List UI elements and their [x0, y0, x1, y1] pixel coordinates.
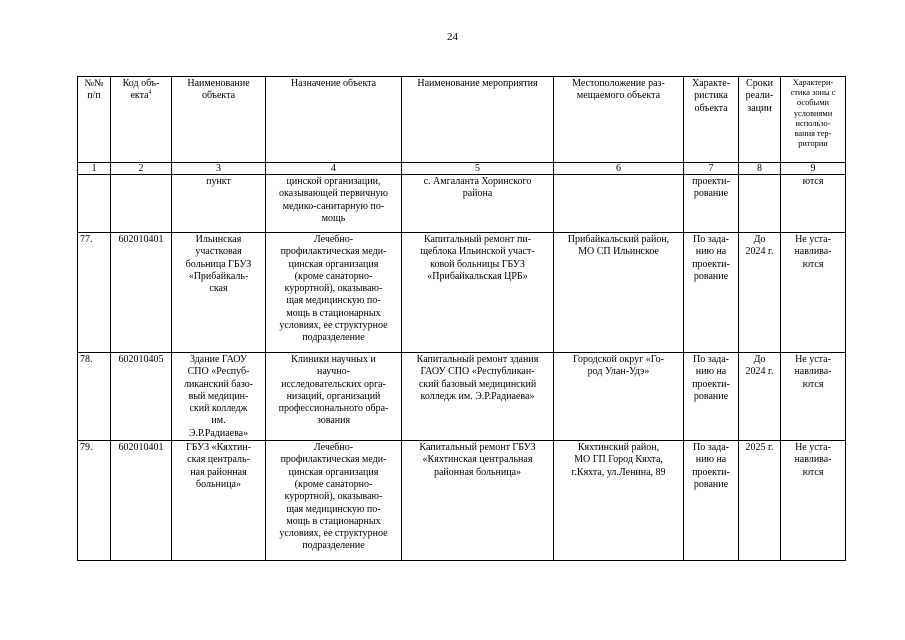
- cell-object-purpose: Лечебно- профилактическая меди- цинская организация (кроме санаторно- курортной), оказываю- щая медицинскую по- мощь в стационарных условиях, ее структурное подразделение: [266, 233, 402, 353]
- header-number: №№ п/п: [78, 77, 111, 163]
- header-characteristic: Характе- ристика объекта: [684, 77, 739, 163]
- cell-code: [111, 175, 172, 233]
- cell-object-name: ГБУЗ «Кяхтин- ская централь- ная районная больница»: [172, 441, 266, 561]
- cell-zone: Не уста- навлива- ются: [781, 233, 846, 353]
- cell-code: 602010401: [111, 441, 172, 561]
- cell-location: [554, 175, 684, 233]
- column-number: 3: [172, 163, 266, 175]
- cell-deadline: До 2024 г.: [739, 233, 781, 353]
- cell-object-name: Ильинская участковая больница ГБУЗ «Прибайкаль- ская: [172, 233, 266, 353]
- footnote-mark: 4: [148, 89, 152, 96]
- cell-deadline: До 2024 г.: [739, 353, 781, 441]
- cell-location: Прибайкальский район, МО СП Ильинское: [554, 233, 684, 353]
- column-number: 8: [739, 163, 781, 175]
- cell-deadline: [739, 175, 781, 233]
- cell-measure-name: Капитальный ремонт ГБУЗ «Кяхтинская центральная районная больница»: [402, 441, 554, 561]
- cell-number: 78.: [78, 353, 111, 441]
- cell-object-name: пункт: [172, 175, 266, 233]
- cell-zone: Не уста- навлива- ются: [781, 441, 846, 561]
- cell-location: Городской округ «Го- род Улан-Удэ»: [554, 353, 684, 441]
- cell-characteristic: По зада- нию на проекти- рование: [684, 353, 739, 441]
- objects-table: [77, 76, 846, 561]
- table-row: [78, 233, 846, 353]
- column-number: 5: [402, 163, 554, 175]
- header-object-purpose: Назначение объекта: [266, 77, 402, 163]
- header-measure-name: Наименование мероприятия: [402, 77, 554, 163]
- header-zone: Характери- стика зоны с особыми условиями использо- вания тер- ритории: [781, 77, 846, 163]
- cell-number: [78, 175, 111, 233]
- table-row: [78, 353, 846, 441]
- column-number: 4: [266, 163, 402, 175]
- cell-measure-name: Капитальный ремонт здания ГАОУ СПО «Республикан- ский базовый медицинский колледж им. Э.Р.Радиаева»: [402, 353, 554, 441]
- header-code-label: Код объ- екта: [122, 78, 160, 102]
- column-number: 6: [554, 163, 684, 175]
- column-number: 9: [781, 163, 846, 175]
- cell-number: 77.: [78, 233, 111, 353]
- cell-number: 79.: [78, 441, 111, 561]
- cell-code: 602010405: [111, 353, 172, 441]
- column-number: 1: [78, 163, 111, 175]
- table-row: [78, 441, 846, 561]
- cell-characteristic: По зада- нию на проекти- рование: [684, 441, 739, 561]
- header-code: [111, 77, 172, 163]
- header-object-name: Наименование объекта: [172, 77, 266, 163]
- cell-object-purpose: Лечебно- профилактическая меди- цинская организация (кроме санаторно- курортной), оказываю- щая медицинскую по- мощь в стационарных условиях, ее структурное подразделение: [266, 441, 402, 561]
- cell-measure-name: Капитальный ремонт пи- щеблока Ильинской участ- ковой больницы ГБУЗ «Прибайкальская ЦРБ»: [402, 233, 554, 353]
- cell-zone: ются: [781, 175, 846, 233]
- header-location: Местоположение раз- мещаемого объекта: [554, 77, 684, 163]
- header-row: [78, 77, 846, 163]
- cell-deadline: 2025 г.: [739, 441, 781, 561]
- cell-object-purpose: цинской организации, оказывающей первичную медико-санитарную по- мощь: [266, 175, 402, 233]
- cell-location: Кяхтинский район, МО ГП Город Кяхта, г.Кяхта, ул.Ленина, 89: [554, 441, 684, 561]
- cell-object-purpose: Клиники научных и научно- исследовательских орга- низаций, организаций профессионального обра- зования: [266, 353, 402, 441]
- cell-code: 602010401: [111, 233, 172, 353]
- cell-characteristic: По зада- нию на проекти- рование: [684, 233, 739, 353]
- cell-object-name: Здание ГАОУ СПО «Респуб- ликанский базо- вый медицин- ский колледж им. Э.Р.Радиаева»: [172, 353, 266, 441]
- cell-characteristic: проекти- рование: [684, 175, 739, 233]
- header-deadline: Сроки реали- зации: [739, 77, 781, 163]
- page-number: 24: [447, 31, 458, 43]
- column-numbers-row: [78, 163, 846, 175]
- table-row-continuation: [78, 175, 846, 233]
- column-number: 7: [684, 163, 739, 175]
- cell-measure-name: с. Амгаланта Хоринского района: [402, 175, 554, 233]
- cell-zone: Не уста- навлива- ются: [781, 353, 846, 441]
- column-number: 2: [111, 163, 172, 175]
